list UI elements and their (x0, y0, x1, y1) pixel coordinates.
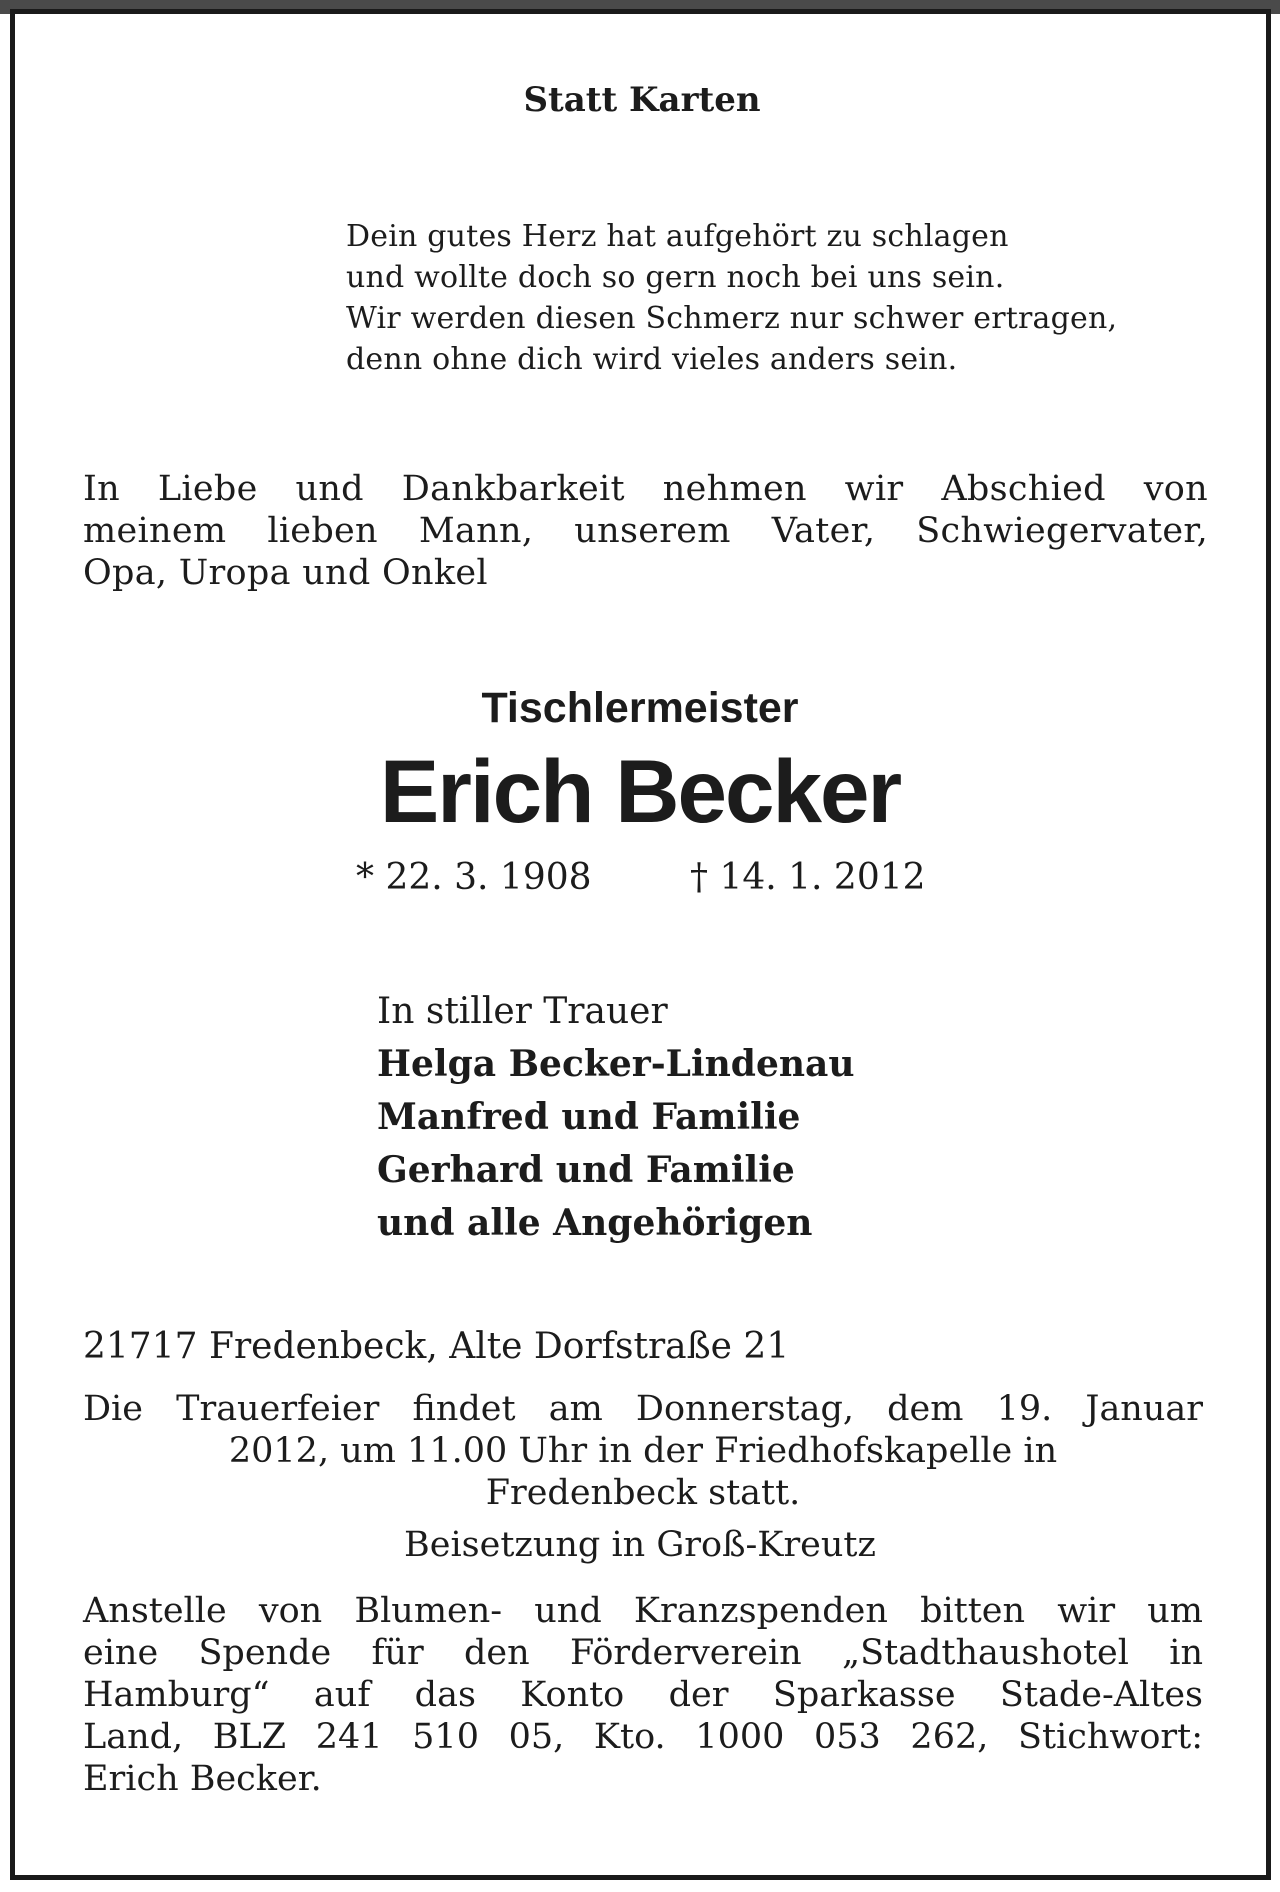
poem-line: Dein gutes Herz hat aufgehört zu schlagen (346, 219, 1009, 254)
mourner-name: Manfred und Familie (377, 1096, 801, 1138)
poem-line: und wollte doch so gern noch bei uns sein. (346, 260, 1005, 295)
mourners-block (377, 985, 855, 1250)
burial-info: Beisetzung in Groß-Kreutz (404, 1525, 876, 1565)
service-info (83, 1388, 1203, 1514)
poem-line: denn ohne dich wird vieles anders sein. (346, 342, 958, 377)
donation-line: Land, BLZ 241 510 05, Kto. 1000 053 262, Stichwort: (83, 1717, 1203, 1757)
donation-line: Erich Becker. (83, 1759, 322, 1799)
poem (346, 216, 1117, 380)
service-line: 2012, um 11.00 Uhr in der Friedhofskapelle in (228, 1431, 1058, 1471)
birth-date: * 22. 3. 1908 (356, 857, 592, 898)
mourner-name: Gerhard und Familie (377, 1149, 795, 1191)
mourner-name: Helga Becker-Lindenau (377, 1043, 855, 1085)
mourners-lead: In stiller Trauer (377, 991, 668, 1032)
donation-line: eine Spende für den Förderverein „Stadthaushotel in (83, 1633, 1203, 1673)
intro-line: Opa, Uropa und Onkel (83, 553, 488, 593)
intro-text (83, 468, 1208, 594)
service-line: Fredenbeck statt. (485, 1473, 801, 1513)
service-line: Die Trauerfeier findet am Donnerstag, dem 19. Januar (83, 1389, 1203, 1429)
intro-line: meinem lieben Mann, unserem Vater, Schwiegervater, (83, 511, 1208, 551)
header-title (0, 80, 1280, 120)
death-date: † 14. 1. 2012 (690, 857, 926, 898)
intro-line: In Liebe und Dankbarkeit nehmen wir Abschied von (83, 469, 1208, 509)
poem-line: Wir werden diesen Schmerz nur schwer ertragen, (346, 301, 1118, 336)
donation-line: Anstelle von Blumen- und Kranzspenden bitten wir um (83, 1591, 1203, 1631)
deceased-title: Tischlermeister (481, 684, 799, 732)
mourner-name: und alle Angehörigen (377, 1202, 813, 1244)
donation-info (83, 1590, 1203, 1800)
donation-line: Hamburg“ auf das Konto der Sparkasse Stade-Altes (83, 1675, 1203, 1715)
deceased-name: Erich Becker (379, 741, 901, 841)
address: 21717 Fredenbeck, Alte Dorfstraße 21 (83, 1326, 790, 1367)
header-title-text: Statt Karten (523, 80, 761, 120)
